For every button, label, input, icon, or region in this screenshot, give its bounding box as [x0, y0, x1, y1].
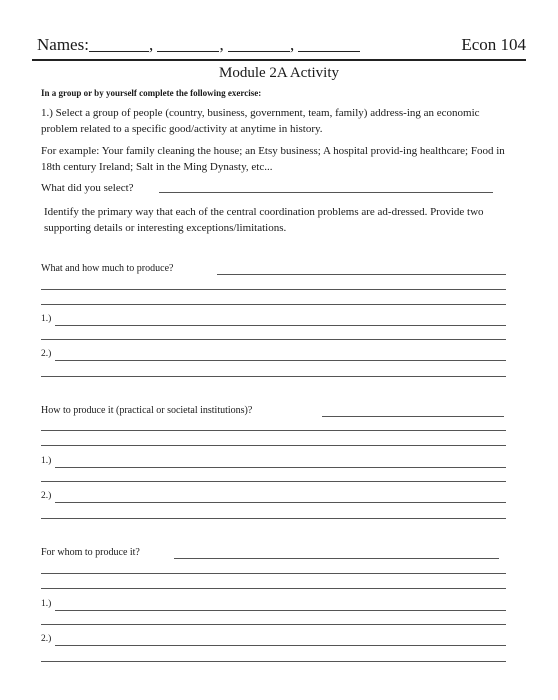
- answer-line[interactable]: [41, 430, 506, 431]
- page-title: Module 2A Activity: [219, 65, 339, 81]
- detail-label: 2.): [41, 634, 52, 644]
- answer-line[interactable]: [55, 467, 506, 468]
- answer-line[interactable]: [41, 481, 506, 482]
- answer-line[interactable]: [41, 339, 506, 340]
- name-blank-4[interactable]: [298, 37, 360, 52]
- answer-line[interactable]: [41, 518, 506, 519]
- name-blank-3[interactable]: [228, 37, 290, 52]
- answer-line[interactable]: [174, 558, 499, 559]
- header-divider: [32, 59, 526, 61]
- answer-line[interactable]: [41, 445, 506, 446]
- name-blank-2[interactable]: [157, 37, 219, 52]
- question-for-whom: For whom to produce it?: [41, 547, 140, 558]
- answer-line[interactable]: [55, 325, 506, 326]
- answer-line[interactable]: [41, 304, 506, 305]
- detail-label: 2.): [41, 349, 52, 359]
- names-label: Names:: [37, 35, 89, 54]
- name-blank-1[interactable]: [89, 37, 149, 52]
- example-text: For example: Your family cleaning the house; an Etsy business; A hospital provid-ing healthcare; Food in 18th century Ireland; Salt in the Ming Dynasty, etc...: [41, 145, 505, 173]
- question-how-to-produce: How to produce it (practical or societal institutions)?: [41, 405, 253, 416]
- answer-line[interactable]: [322, 416, 504, 417]
- step-1-text: 1.) Select a group of people (country, business, government, team, family) address-ing an economic problem related to a specific good/activity at anytime in history.: [41, 107, 480, 135]
- what-selected-answer-line[interactable]: [159, 192, 493, 193]
- what-selected-label: What did you select?: [41, 182, 134, 194]
- detail-label: 1.): [41, 456, 52, 466]
- answer-line[interactable]: [55, 610, 506, 611]
- answer-line[interactable]: [217, 274, 506, 275]
- answer-line[interactable]: [41, 624, 506, 625]
- identify-text: Identify the primary way that each of the central coordination problems are ad-dressed. Provide two supporting details or interesting exceptions/limitations.: [44, 206, 484, 234]
- detail-label: 2.): [41, 491, 52, 501]
- names-field: Names: , , ,: [37, 35, 360, 55]
- answer-line[interactable]: [41, 376, 506, 377]
- answer-line[interactable]: [55, 502, 506, 503]
- question-what-how-much: What and how much to produce?: [41, 263, 174, 274]
- answer-line[interactable]: [41, 661, 506, 662]
- detail-label: 1.): [41, 599, 52, 609]
- answer-line[interactable]: [55, 360, 506, 361]
- course-code: Econ 104: [461, 35, 526, 54]
- answer-line[interactable]: [41, 573, 506, 574]
- instructions: In a group or by yourself complete the following exercise:: [41, 88, 262, 98]
- answer-line[interactable]: [41, 588, 506, 589]
- answer-line[interactable]: [55, 645, 506, 646]
- answer-line[interactable]: [41, 289, 506, 290]
- detail-label: 1.): [41, 314, 52, 324]
